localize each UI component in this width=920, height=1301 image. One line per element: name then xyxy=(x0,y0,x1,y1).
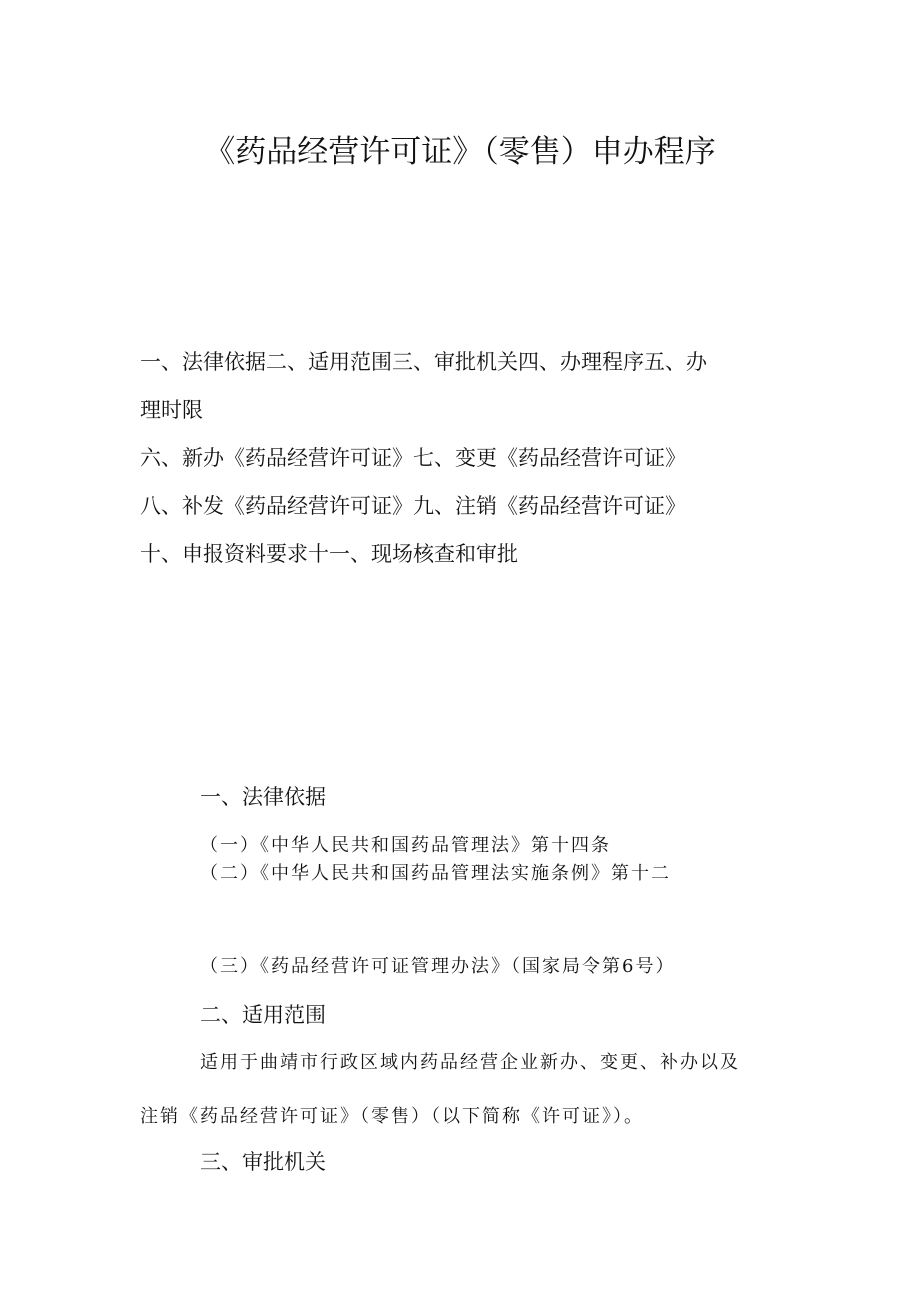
toc-line: 六、新办《药品经营许可证》七、变更《药品经营许可证》 xyxy=(140,446,686,470)
section-heading-scope: 二、适用范围 xyxy=(200,1003,326,1027)
scope-paragraph-line-2: 注销《药品经营许可证》（零售）（以下简称《许可证》）。 xyxy=(140,1106,644,1127)
toc-line: 一、法律依据二、适用范围三、审批机关四、办理程序五、办 xyxy=(140,350,707,374)
scope-paragraph xyxy=(140,1036,790,1144)
section-heading-legal-basis: 一、法律依据 xyxy=(200,785,326,809)
toc-line: 八、补发《药品经营许可证》九、注销《药品经营许可证》 xyxy=(140,494,686,518)
legal-clause-2: （二）《中华人民共和国药品管理法实施条例》第十二 xyxy=(200,863,671,884)
legal-clause-1: （一）《中华人民共和国药品管理法》第十四条 xyxy=(200,835,611,856)
document-title: 《药品经营许可证》（零售）申办程序 xyxy=(204,134,716,170)
toc-line: 十、申报资料要求十一、现场核查和审批 xyxy=(140,542,518,566)
section-heading-authority: 三、审批机关 xyxy=(200,1150,326,1174)
table-of-contents xyxy=(140,338,780,578)
scope-paragraph-line-1: 适用于曲靖市行政区域内药品经营企业新办、变更、补办以及 xyxy=(200,1052,740,1073)
toc-line: 理时限 xyxy=(140,398,203,422)
legal-clause-3: （三）《药品经营许可证管理办法》（国家局令第6号） xyxy=(200,956,676,977)
